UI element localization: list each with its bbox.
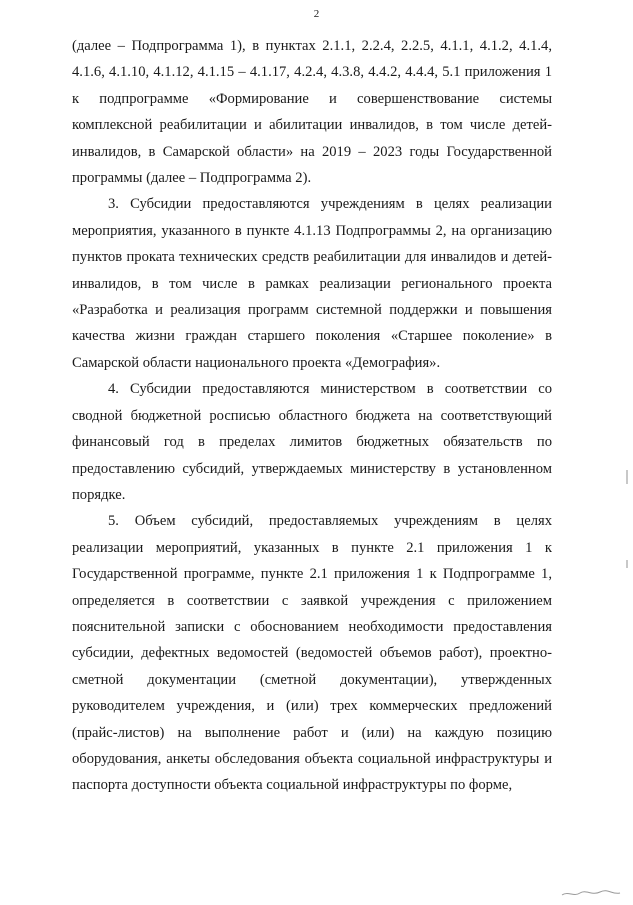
paragraph-3: 3. Субсидии предоставляются учреждениям в целях реализации мероприятия, указанного в пункте 4.1.13 Подпрограммы 2, на организацию пунктов проката технических средств реабилитации для инвалидов и детей-инвалидов, в том числе в рамках реализации регионального проекта «Разработка и реализация программ системной поддержки и повышения качества жизни граждан старшего поколения «Старшее поколение» в Самарской области национального проекта «Демография». bbox=[72, 196, 552, 371]
paragraph-4: 4. Субсидии предоставляются министерством в соответствии со сводной бюджетной росписью областного бюджета на соответствующий финансовый год в пределах лимитов бюджетных обязательств по предоставлению субсидий, утверждаемых министерству в установленном порядке. bbox=[72, 381, 552, 503]
paragraph-continuation: (далее – Подпрограмма 1), в пунктах 2.1.1, 2.2.4, 2.2.5, 4.1.1, 4.1.2, 4.1.4, 4.1.6, 4.1.10, 4.1.12, 4.1.15 – 4.1.17, 4.2.4, 4.3.8, 4.4.2, 4.4.4, 5.1 приложения 1 к подпрограмме «Формирование и совершенствование системы комплексной реабилитации и абилитации инвалидов, в том числе детей-инвалидов, в Самарской области» на 2019 – 2023 годы Государственной программы (далее – Подпрограмма 2). bbox=[72, 38, 552, 187]
page-number: 2 bbox=[313, 8, 320, 20]
scan-edge-mark bbox=[626, 470, 628, 484]
signature-mark bbox=[560, 888, 622, 898]
scan-edge-mark bbox=[626, 560, 628, 568]
document-body bbox=[72, 33, 552, 799]
paragraph-5: 5. Объем субсидий, предоставляемых учреждениям в целях реализации мероприятий, указанных в пункте 2.1 приложения 1 к Государственной программе, пункте 2.1 приложения 1 к Подпрограмме 1, определяется в соответствии с заявкой учреждения с приложением пояснительной записки с обоснованием необходимости предоставления субсидии, дефектных ведомостей (ведомостей объемов работ), проектно-сметной документации (сметной документации), утвержденных руководителем учреждения, и (или) трех коммерческих предложений (прайс-листов) на выполнение работ и (или) на каждую позицию оборудования, анкеты обследования объекта социальной инфраструктуры и паспорта доступности объекта социальной инфраструктуры по форме, bbox=[72, 513, 552, 794]
